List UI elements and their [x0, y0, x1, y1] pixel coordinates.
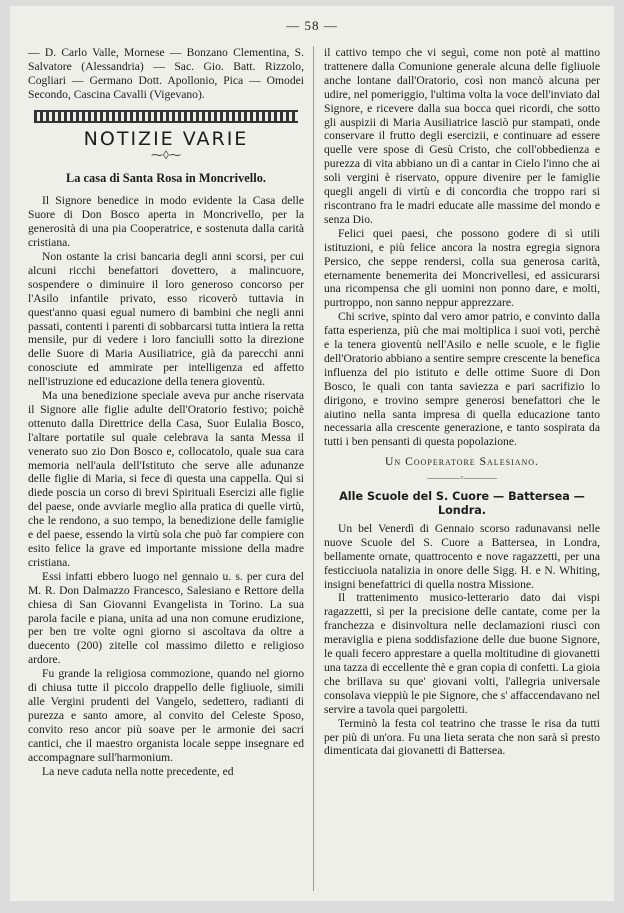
right-column — [324, 46, 600, 758]
paragraph: Un bel Venerdì di Gennaio scorso radunavansi nelle nuove Scuole del S. Cuore a Battersea, in Londra, bellamente ornate, quattrocento e nove ragazzetti, per una festicciuola natalizia in onore delle Sigg. H. e N. Whiting, insigni benefattrici di quella nostra Missione. — [324, 521, 600, 591]
signature: Un Cooperatore Salesiano. — [385, 455, 539, 469]
paragraph: Chi scrive, spinto dal vero amor patrio, e convinto dalla fatta esperienza, più che mai moltiplica i suoi voti, perchè e la tenera gioventù nell'Asilo e nelle scuole, e le figlie dell'Oratorio abbiano a sentire sempre crescente la benefica influenza del pio istituto e delle ottime Suore di Don Bosco, le quali con tanta saviezza e pari sacrifizio lo dirigono, e trovino sempre generosi benefattori che le aiutino nella santa impresa di quella educazione tanto necessaria alla crescente generazione, e tanto sospirata da tutti i ben pensanti di questa popolazione. — [324, 310, 601, 449]
article-title-battersea: Alle Scuole del S. Cuore — Battersea — Londra. — [339, 490, 585, 517]
ornament: ⁓◊⁓ — [151, 147, 181, 162]
paragraph: Essi infatti ebbero luogo nel gennaio u. s. per cura del M. R. Don Dalmazzo Francesco, Salesiano e Rettore della chiesa di San Giovanni Evangelista in Torino. La sua parola facile e piana, unita ad una non comune erudizione, per ben tre volte ogni giorno si ascoltava da oltre a duecento (200) zitelle col massimo diletto e religioso ardore. — [28, 569, 304, 667]
column-divider — [313, 46, 314, 891]
paragraph: Il Signore benedice in modo evidente la Casa delle Suore di Don Bosco aperta in Moncrivello, per la generosità di una pia Cooperatrice, e sostenuta dalla carità cristiana. — [28, 194, 304, 250]
donor-list: — D. Carlo Valle, Mornese — Bonzano Clementina, S. Salvatore (Alessandria) — Sac. Gio. Batt. Rizzolo, Cogliari — Germano Dott. Apollonio, Pica — Omodei Secondo, Cascina Cavalli (Vigevano). — [28, 46, 304, 101]
paragraph: Non ostante la crisi bancaria degli anni scorsi, per cui alcuni ricchi benefattori dovettero, a malincuore, sospendere o diminuire il loro generoso concorso per l'Asilo infantile privato, esso ricoverò tuttavia in quest'anno quasi egual numero di bambini che negli anni passati, contenti i parenti di sobbarcarsi tutta intiera la retta mensile, pur di vedere i loro fanciulli sotto la direzione delle Suore di Maria Ausiliatrice, già da parecchi anni conosciute ed ammirate per intelligenza ed affetto nell'istruzione ed educazione della tenera gioventù. — [28, 249, 304, 389]
small-ornament: ———◦——— — [427, 472, 497, 485]
page — [10, 6, 614, 901]
paragraph: Ma una benedizione speciale aveva pur anche riservata il Signore alle figlie adulte dell'Oratorio festivo; poichè ottenuto dalla Direttrice della Casa, Suor Eulalia Bosco, l'altare portatile sul quale celebrava la santa Messa il venerato suo zio Don Bosco e, collocatolo, quale sua cara memoria nell'aula dell'Istituto che serve alle adunanze delle figlie di Maria, si fece di questa una cappella. Qui si diede poscia un corso di brevi Spirituali Esercizi alle figlie del paese, onde avviarle meglio alla pratica di quelle virtù, che le rendono, a suo tempo, la benedizione delle famiglie e del paese, essendo la virtù sola che può far compiere con esito felice la grave ed importante missione della madre cristiana. — [28, 389, 304, 569]
decorative-rule — [34, 110, 298, 123]
section-title: NOTIZIE VARIE — [83, 127, 249, 150]
paragraph: La neve caduta nella notte precedente, ed — [42, 764, 234, 778]
paragraph: Il trattenimento musico-letterario dato dai vispi ragazzetti, sì per la precisione delle cantate, come per la franchezza e disinvoltura nelle declamazioni riuscì con meraviglia e piena soddisfazione delle due buone Signore, le quali fecero apprestare a quella moltitudine di giovanetti una tazza di eccellente thè e gran copia di confetti. La gioia che brillava su que' giovani volti, l'allegria universale consolava vieppiù le pie Signore, che s' affaccendavano nel servire a tavola quei pargoletti. — [324, 591, 600, 716]
page-number: — 58 — — [286, 18, 338, 33]
paragraph: il cattivo tempo che vi seguì, come non potè al mattino trattenere dalla Comunione generale alcuna delle figliuole anche lontane dall'Oratorio, così non mancò alcuna per udire, nel pomeriggio, l'ultima volta la voce dell'inviato dal Signore, e ricevere dalla sua bocca quei ricordi, che sotto gli auspizii di Maria Ausiliatrice lasciò pur stampati, onde conservare il frutto degli esercizii, e continuare ad essere quelle vere spose di Gesù Cristo, che coll'obbedienza e purezza di vita abbiano un dì a cantar in Cielo l'inno che ai soli vergini è riservato, oppure divenire per le famiglie quegli angeli di virtù e di concordia che troppo rari si riscontrano fra le madri educate alle massime del mondo e senza Dio. — [324, 46, 600, 226]
left-column — [28, 46, 304, 778]
paragraph: Fu grande la religiosa commozione, quando nel giorno di chiusa tutte il piccolo drappello delle figliuole, simili alle Vergini prudenti del Vangelo, sedettero, radianti di purezza e santo amore, al convito del Celeste Sposo, convito reso ancor più soave per le armonie dei sacri cantici, che il maestro organista locale seppe insegnare ed accompagnare sull'harmonium. — [28, 667, 304, 764]
paragraph: Felici quei paesi, che possono godere di sì utili istituzioni, e più felice ancora la nostra egregia signora Persico, che seppe rendersi, colla sua generosa carità, eternamente benemerita dei Moncrivellesi, ed assicurarsi una ricompensa che gli uomini non ponno dare, e molti, purtroppo, non sanno neppur apprezzare. — [324, 226, 600, 310]
article-title: La casa di Santa Rosa in Moncrivello. — [66, 171, 266, 186]
paragraph: Terminò la festa col teatrino che trasse le risa da tutti per più di un'ora. Fu una lieta serata che non sarà sì presto dimenticata dai giovanetti di Battersea. — [324, 716, 600, 758]
